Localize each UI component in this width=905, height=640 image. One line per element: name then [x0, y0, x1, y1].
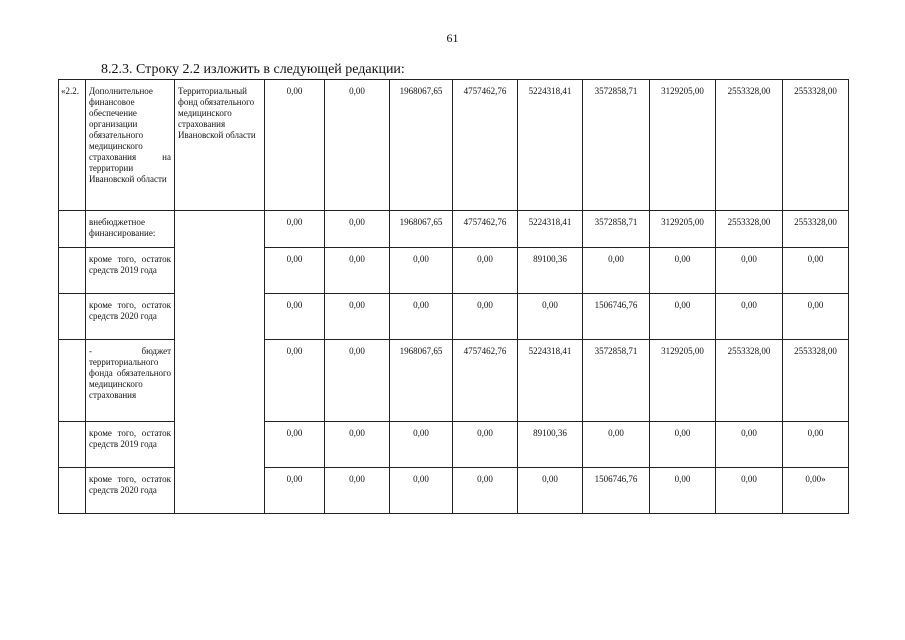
row-code [59, 248, 86, 294]
value-cell: 1968067,65 [390, 340, 453, 422]
value-cell: 0,00 [265, 468, 325, 514]
budget-table [58, 79, 849, 514]
page-number: 61 [446, 31, 459, 45]
table-row [59, 340, 849, 422]
table-row [59, 468, 849, 514]
row-executor: Территориальный фонд обязательного медицинского страхования Ивановской области [175, 80, 265, 211]
value-cell: 0,00 [783, 422, 849, 468]
value-cell: 1506746,76 [583, 294, 650, 340]
row-code [59, 422, 86, 468]
row-code: «2.2. [59, 80, 86, 211]
value-cell: 0,00 [325, 468, 390, 514]
row-description: кроме того, остаток средств 2019 года [86, 422, 175, 468]
value-cell: 0,00 [265, 80, 325, 211]
value-cell: 0,00 [453, 294, 518, 340]
row-description: - бюджет территориального фонда обязательного медицинского страхования [86, 340, 175, 422]
value-cell: 0,00 [650, 248, 716, 294]
value-cell: 89100,36 [518, 422, 583, 468]
value-cell: 0,00 [453, 248, 518, 294]
value-cell: 0,00 [783, 248, 849, 294]
table-row [59, 211, 849, 248]
value-cell: 0,00 [583, 248, 650, 294]
row-code [59, 211, 86, 248]
value-cell: 0,00 [325, 80, 390, 211]
row-executor [175, 294, 265, 340]
value-cell: 4757462,76 [453, 80, 518, 211]
section-heading: 8.2.3. Строку 2.2 изложить в следующей редакции: [101, 62, 405, 77]
value-cell: 0,00 [583, 422, 650, 468]
value-cell: 4757462,76 [453, 340, 518, 422]
row-executor [175, 211, 265, 248]
value-cell: 2553328,00 [716, 80, 783, 211]
value-cell: 0,00 [390, 468, 453, 514]
value-cell: 5224318,41 [518, 340, 583, 422]
value-cell: 0,00 [650, 422, 716, 468]
row-executor [175, 248, 265, 294]
value-cell: 3572858,71 [583, 80, 650, 211]
value-cell: 0,00 [716, 422, 783, 468]
value-cell: 2553328,00 [783, 211, 849, 248]
row-description: Дополнительное финансовое обеспечение организации обязательного медицинского страхования на территории Ивановской области [86, 80, 175, 211]
value-cell: 0,00 [265, 294, 325, 340]
row-code [59, 468, 86, 514]
row-description: кроме того, остаток средств 2020 года [86, 294, 175, 340]
row-description: кроме того, остаток средств 2020 года [86, 468, 175, 514]
value-cell: 0,00 [716, 248, 783, 294]
value-cell: 2553328,00 [783, 80, 849, 211]
value-cell: 3572858,71 [583, 211, 650, 248]
value-cell: 2553328,00 [783, 340, 849, 422]
value-cell: 89100,36 [518, 248, 583, 294]
value-cell: 4757462,76 [453, 211, 518, 248]
table-row [59, 248, 849, 294]
value-cell: 2553328,00 [716, 211, 783, 248]
value-cell: 0,00 [325, 294, 390, 340]
value-cell: 0,00 [716, 294, 783, 340]
value-cell: 0,00 [265, 211, 325, 248]
value-cell: 0,00 [265, 422, 325, 468]
value-cell: 0,00 [650, 468, 716, 514]
value-cell: 0,00 [325, 211, 390, 248]
value-cell: 3572858,71 [583, 340, 650, 422]
row-description: кроме того, остаток средств 2019 года [86, 248, 175, 294]
table-row [59, 80, 849, 211]
value-cell: 1506746,76 [583, 468, 650, 514]
value-cell: 0,00 [453, 422, 518, 468]
value-cell: 0,00 [325, 422, 390, 468]
value-cell: 0,00 [265, 248, 325, 294]
value-cell: 0,00 [716, 468, 783, 514]
table-row [59, 294, 849, 340]
value-cell: 0,00 [390, 248, 453, 294]
value-cell: 5224318,41 [518, 211, 583, 248]
value-cell: 0,00 [783, 294, 849, 340]
row-executor [175, 468, 265, 514]
value-cell: 0,00 [518, 468, 583, 514]
value-cell: 0,00 [390, 294, 453, 340]
value-cell: 1968067,65 [390, 80, 453, 211]
value-cell: 0,00 [390, 422, 453, 468]
value-cell: 5224318,41 [518, 80, 583, 211]
value-cell: 2553328,00 [716, 340, 783, 422]
row-executor [175, 422, 265, 468]
row-code [59, 340, 86, 422]
value-cell: 0,00 [325, 248, 390, 294]
value-cell: 0,00 [518, 294, 583, 340]
row-description: внебюджетное финансирование: [86, 211, 175, 248]
value-cell: 3129205,00 [650, 80, 716, 211]
value-cell: 0,00 [453, 468, 518, 514]
value-cell: 3129205,00 [650, 340, 716, 422]
row-code [59, 294, 86, 340]
value-cell: 0,00» [783, 468, 849, 514]
value-cell: 3129205,00 [650, 211, 716, 248]
value-cell: 0,00 [325, 340, 390, 422]
value-cell: 1968067,65 [390, 211, 453, 248]
value-cell: 0,00 [650, 294, 716, 340]
table-row [59, 422, 849, 468]
row-executor [175, 340, 265, 422]
value-cell: 0,00 [265, 340, 325, 422]
